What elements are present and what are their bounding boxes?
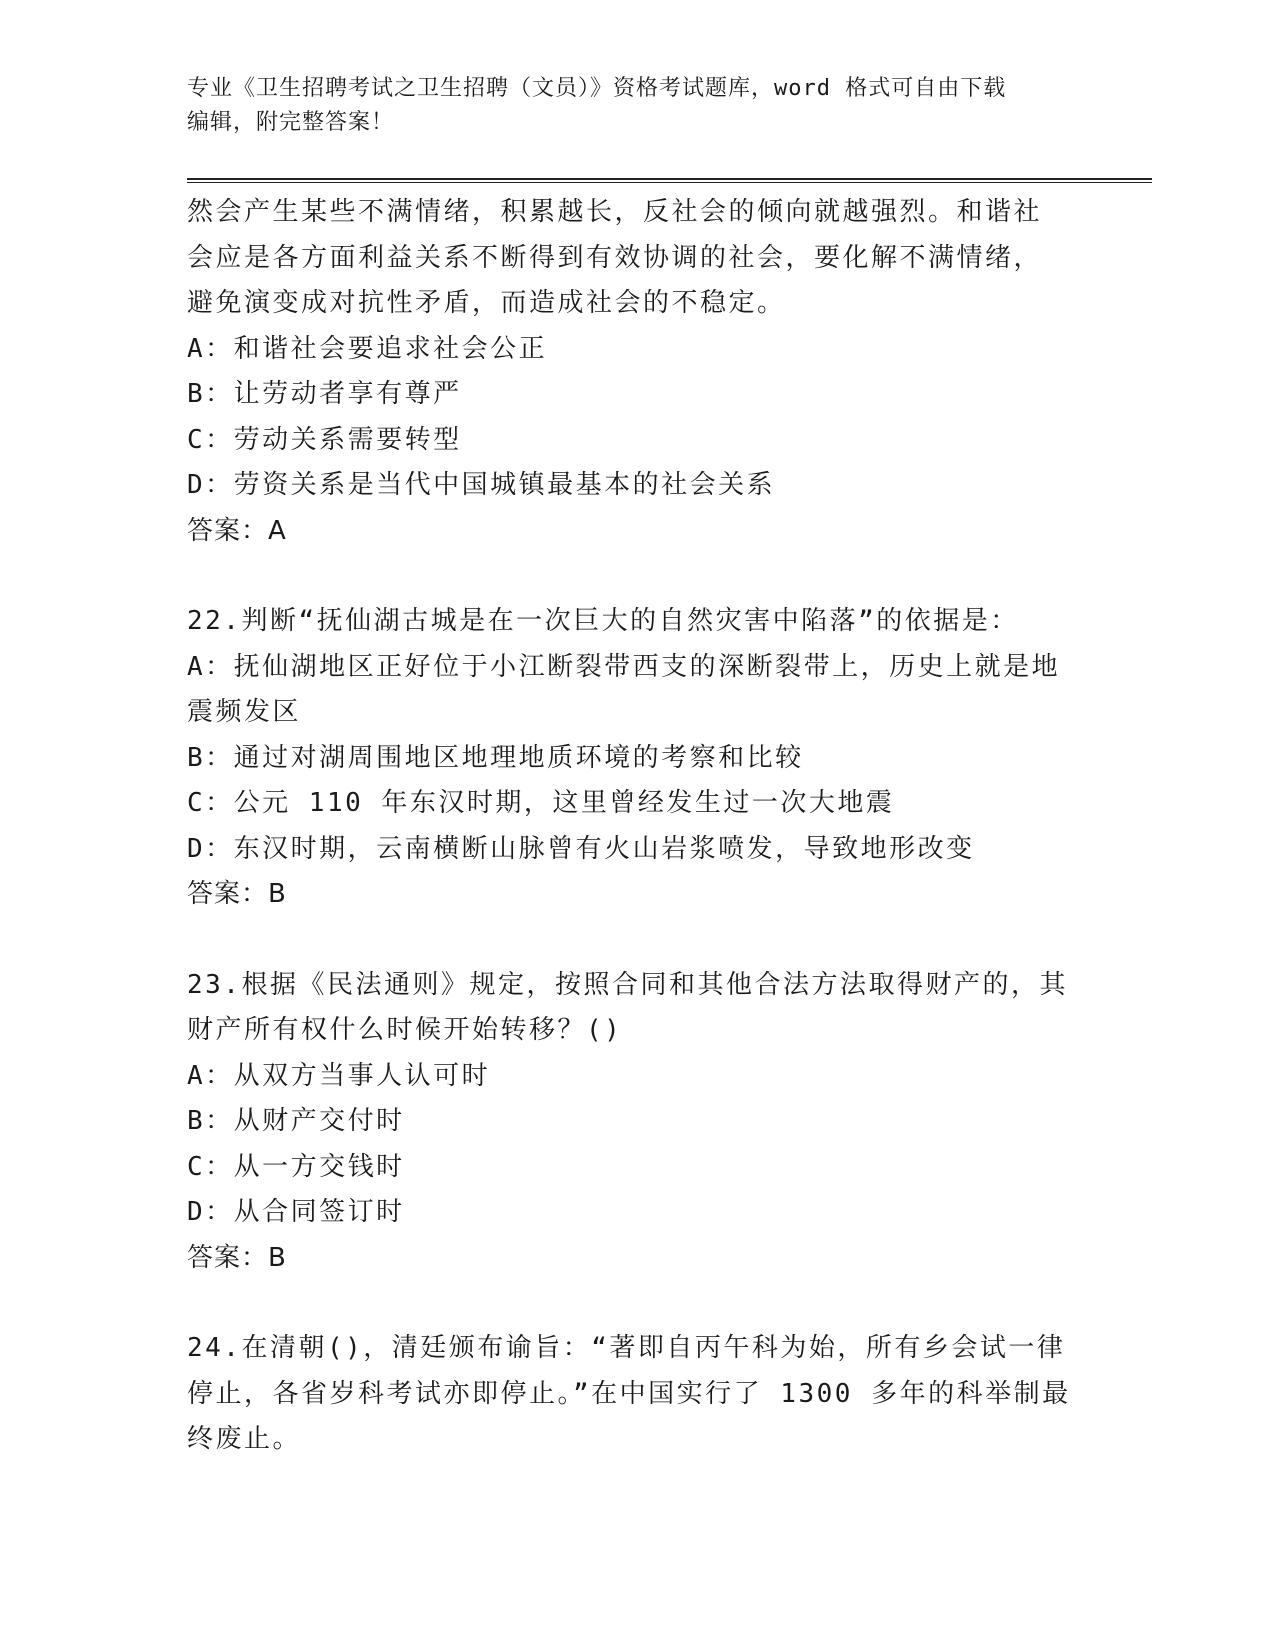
option-d: D：东汉时期，云南横断山脉曾有火山岩浆喷发，导致地形改变 — [187, 833, 975, 864]
question-stem-line: 避免演变成对抗性矛盾，而造成社会的不稳定。 — [187, 288, 786, 318]
answer-line: 答案：A — [187, 515, 287, 546]
option-b: B：从财产交付时 — [187, 1106, 405, 1136]
question-stem-line: 24.在清朝()，清廷颁布谕旨：“著即自丙午科为始，所有乡会试一律 — [187, 1333, 1066, 1363]
option-c: C：从一方交钱时 — [187, 1151, 405, 1182]
question-22 — [187, 599, 1087, 918]
spacer — [187, 918, 1087, 963]
question-stem-line: 22.判断“抚仙湖古城是在一次巨大的自然灾害中陷落”的依据是： — [187, 606, 1019, 636]
option-c: C：劳动关系需要转型 — [187, 424, 462, 455]
question-stem-line: 财产所有权什么时候开始转移？() — [187, 1015, 623, 1045]
option-b: B：通过对湖周围地区地理地质环境的考察和比较 — [187, 742, 804, 773]
answer-line: 答案：B — [187, 1242, 287, 1273]
option-a: A：抚仙湖地区正好位于小江断裂带西支的深断裂带上，历史上就是地 — [187, 651, 1061, 682]
question-stem-line: 23.根据《民法通则》规定，按照合同和其他合法方法取得财产的，其 — [187, 969, 1068, 1000]
question-stem-line: 然会产生某些不满情绪，积累越长，反社会的倾向就越强烈。和谐社 — [187, 197, 1043, 227]
question-list — [187, 190, 1087, 1463]
question-stem-line: 停止，各省岁科考试亦即停止。”在中国实行了 1300 多年的科举制最 — [187, 1378, 1071, 1409]
spacer — [187, 554, 1087, 599]
option-a-continued: 震频发区 — [187, 697, 302, 727]
option-d: D：从合同签订时 — [187, 1197, 405, 1227]
header-line: 编辑，附完整答案！ — [187, 110, 395, 135]
header-divider — [187, 178, 1152, 183]
option-a: A：从双方当事人认可时 — [187, 1060, 491, 1091]
document-header — [187, 72, 1087, 140]
question-stem-line: 会应是各方面利益关系不断得到有效协调的社会，要化解不满情绪， — [187, 242, 1043, 273]
question-21 — [187, 190, 1087, 554]
option-d: D：劳资关系是当代中国城镇最基本的社会关系 — [187, 470, 776, 500]
question-24 — [187, 1326, 1087, 1463]
option-b: B：让劳动者享有尊严 — [187, 379, 462, 409]
header-line: 专业《卫生招聘考试之卫生招聘（文员）》资格考试题库，word 格式可自由下载 — [187, 76, 1007, 101]
answer-line: 答案：B — [187, 879, 287, 909]
question-stem-line: 终废止。 — [187, 1424, 302, 1454]
option-a: A：和谐社会要追求社会公正 — [187, 333, 548, 364]
spacer — [187, 1281, 1087, 1326]
question-23 — [187, 963, 1087, 1282]
option-c: C：公元 110 年东汉时期，这里曾经发生过一次大地震 — [187, 788, 895, 818]
